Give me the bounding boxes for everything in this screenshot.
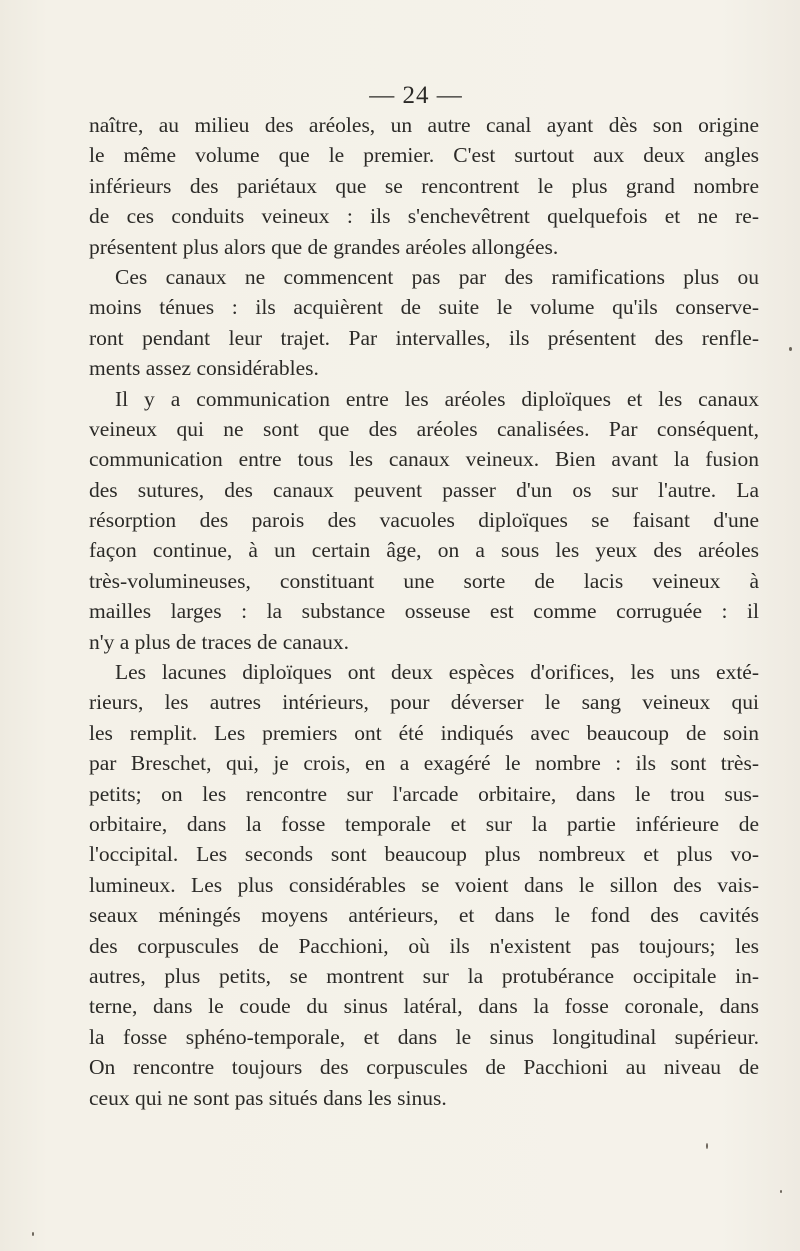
text-line: Il y a communication entre les aréoles diploïques et les canaux — [115, 386, 759, 411]
text-line: des sutures, des canaux peuvent passer d'un os sur l'autre. La — [89, 477, 759, 502]
text-line: l'occipital. Les seconds sont beaucoup plus nombreux et plus vo- — [89, 842, 759, 867]
text-line: On rencontre toujours des corpuscules de Pacchioni au niveau de — [89, 1055, 759, 1080]
text-line: des corpuscules de Pacchioni, où ils n'existent pas toujours; les — [89, 933, 759, 958]
text-line: le même volume que le premier. C'est surtout aux deux angles — [89, 143, 759, 168]
text-line: seaux méningés moyens antérieurs, et dans le fond des cavités — [89, 903, 759, 928]
text-line: n'y a plus de traces de canaux. — [89, 629, 349, 654]
text-line: petits; on les rencontre sur l'arcade orbitaire, dans le trou sus- — [89, 781, 759, 806]
text-line: ments assez considérables. — [89, 356, 319, 381]
text-line: la fosse sphéno-temporale, et dans le sinus longitudinal supérieur. — [89, 1024, 759, 1049]
text-line: très-volumineuses, constituant une sorte de lacis veineux à — [89, 568, 759, 593]
text-line: Les lacunes diploïques ont deux espèces d'orifices, les uns exté- — [115, 660, 759, 685]
text-line: veineux qui ne sont que des aréoles canalisées. Par conséquent, — [89, 416, 759, 441]
text-line: ront pendant leur trajet. Par intervalles, ils présentent des renfle- — [89, 325, 759, 350]
text-line: les remplit. Les premiers ont été indiqués avec beaucoup de soin — [89, 720, 759, 745]
text-line: lumineux. Les plus considérables se voient dans le sillon des vais- — [89, 872, 759, 897]
page-number: — 24 — — [369, 82, 463, 109]
text-line: ceux qui ne sont pas situés dans les sinus. — [89, 1085, 447, 1110]
text-line: Ces canaux ne commencent pas par des ramifications plus ou — [115, 264, 759, 289]
paper-speck — [780, 1190, 782, 1193]
text-line: de ces conduits veineux : ils s'enchevêtrent quelquefois et ne re- — [89, 204, 759, 229]
text-line: moins ténues : ils acquièrent de suite le volume qu'ils conserve- — [89, 295, 759, 320]
text-line: communication entre tous les canaux veineux. Bien avant la fusion — [89, 447, 759, 472]
paper-speck — [789, 347, 792, 351]
paper-speck — [706, 1143, 708, 1149]
text-line: résorption des parois des vacuoles diploïques se faisant d'une — [89, 508, 759, 533]
text-line: terne, dans le coude du sinus latéral, dans la fosse coronale, dans — [89, 994, 759, 1019]
text-line: par Breschet, qui, je crois, en a exagéré le nombre : ils sont très- — [89, 751, 759, 776]
text-line: inférieurs des pariétaux que se rencontrent le plus grand nombre — [89, 173, 759, 198]
text-line: rieurs, les autres intérieurs, pour déverser le sang veineux qui — [89, 690, 759, 715]
paper-speck — [32, 1232, 34, 1236]
text-line: mailles larges : la substance osseuse est comme corruguée : il — [89, 599, 759, 624]
body-text — [89, 110, 759, 1113]
text-line: autres, plus petits, se montrent sur la protubérance occipitale in- — [89, 963, 759, 988]
text-line: façon continue, à un certain âge, on a sous les yeux des aréoles — [89, 538, 759, 563]
text-line: orbitaire, dans la fosse temporale et sur la partie inférieure de — [89, 811, 759, 836]
text-line: présentent plus alors que de grandes aréoles allongées. — [89, 234, 559, 259]
text-line: naître, au milieu des aréoles, un autre canal ayant dès son origine — [89, 113, 759, 137]
